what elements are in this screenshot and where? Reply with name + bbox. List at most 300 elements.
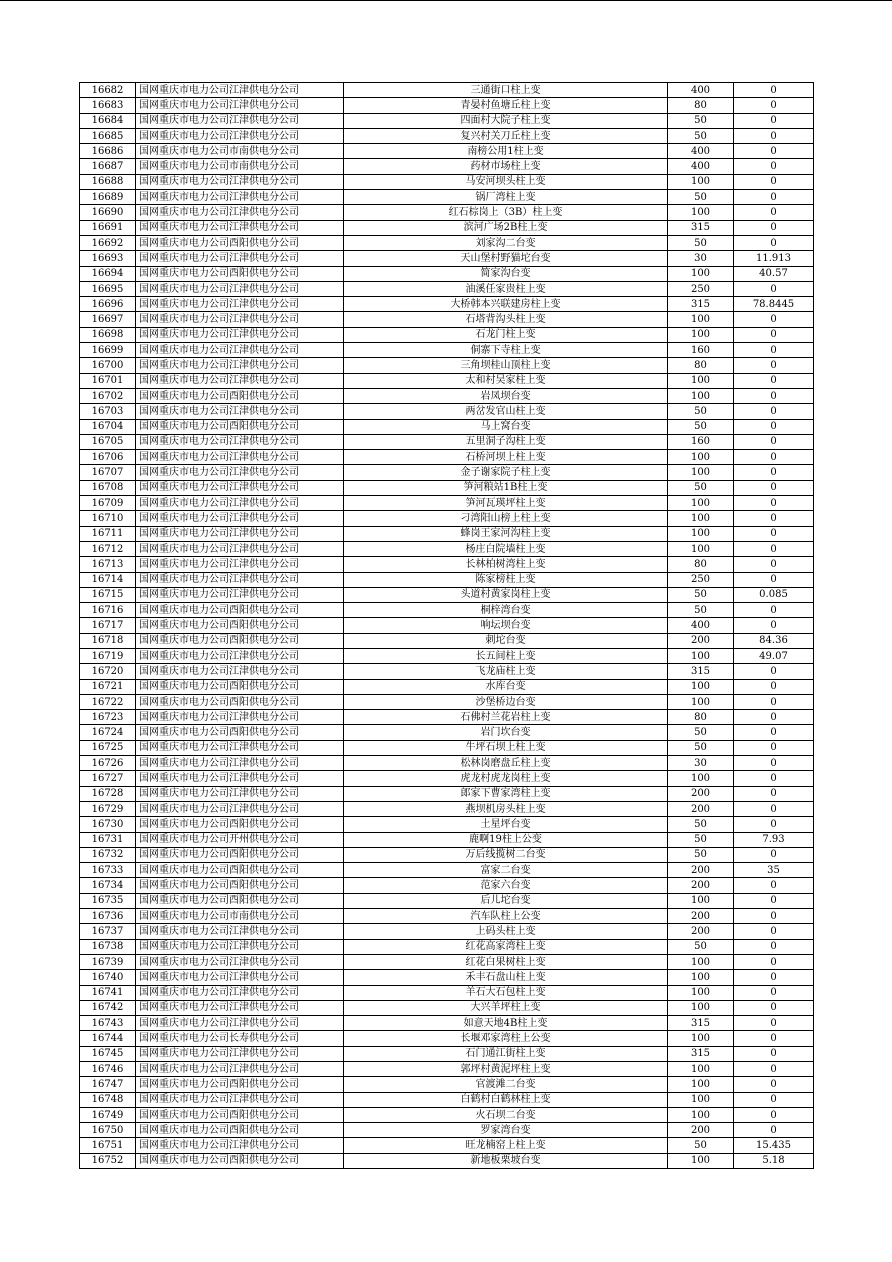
transformer-name-cell: 马安河坝头柱上变 xyxy=(344,174,668,189)
capacity-cell: 100 xyxy=(668,465,734,480)
value-cell: 0.085 xyxy=(734,587,814,602)
row-id-cell: 16721 xyxy=(80,679,136,694)
company-cell: 国网重庆市电力公司酉阳供电分公司 xyxy=(136,679,344,694)
table-row xyxy=(80,725,814,740)
company-cell: 国网重庆市电力公司江津供电分公司 xyxy=(136,1062,344,1077)
row-id-cell: 16706 xyxy=(80,450,136,465)
row-id-cell: 16736 xyxy=(80,909,136,924)
table-row xyxy=(80,648,814,663)
row-id-cell: 16700 xyxy=(80,358,136,373)
transformer-name-cell: 长林柏树湾柱上变 xyxy=(344,557,668,572)
capacity-cell: 400 xyxy=(668,618,734,633)
row-id-cell: 16684 xyxy=(80,113,136,128)
value-cell: 40.57 xyxy=(734,266,814,281)
company-cell: 国网重庆市电力公司江津供电分公司 xyxy=(136,939,344,954)
transformer-name-cell: 大桥韩本兴联建房柱上变 xyxy=(344,297,668,312)
capacity-cell: 50 xyxy=(668,603,734,618)
table-row xyxy=(80,190,814,205)
capacity-cell: 100 xyxy=(668,648,734,663)
company-cell: 国网重庆市电力公司酉阳供电分公司 xyxy=(136,1153,344,1168)
company-cell: 国网重庆市电力公司江津供电分公司 xyxy=(136,756,344,771)
transformer-name-cell: 响坛坝台变 xyxy=(344,618,668,633)
value-cell: 0 xyxy=(734,786,814,801)
value-cell: 0 xyxy=(734,496,814,511)
table-row xyxy=(80,847,814,862)
table-row xyxy=(80,1138,814,1153)
transformer-name-cell: 马上窝台变 xyxy=(344,419,668,434)
value-cell: 0 xyxy=(734,327,814,342)
capacity-cell: 30 xyxy=(668,756,734,771)
company-cell: 国网重庆市电力公司江津供电分公司 xyxy=(136,434,344,449)
capacity-cell: 100 xyxy=(668,373,734,388)
row-id-cell: 16695 xyxy=(80,281,136,296)
table-row xyxy=(80,939,814,954)
table-row xyxy=(80,679,814,694)
table-row xyxy=(80,1000,814,1015)
capacity-cell: 100 xyxy=(668,174,734,189)
row-id-cell: 16719 xyxy=(80,648,136,663)
transformer-name-cell: 四面村大院子柱上变 xyxy=(344,113,668,128)
company-cell: 国网重庆市电力公司江津供电分公司 xyxy=(136,327,344,342)
transformer-name-cell: 刘家沟二台变 xyxy=(344,235,668,250)
capacity-cell: 30 xyxy=(668,251,734,266)
table-row xyxy=(80,618,814,633)
capacity-cell: 250 xyxy=(668,572,734,587)
capacity-cell: 100 xyxy=(668,266,734,281)
table-row xyxy=(80,526,814,541)
company-cell: 国网重庆市电力公司江津供电分公司 xyxy=(136,664,344,679)
table-row xyxy=(80,297,814,312)
value-cell: 0 xyxy=(734,373,814,388)
table-row xyxy=(80,450,814,465)
transformer-name-cell: 燕坝机房头柱上变 xyxy=(344,801,668,816)
value-cell: 0 xyxy=(734,1077,814,1092)
company-cell: 国网重庆市电力公司江津供电分公司 xyxy=(136,83,344,98)
value-cell: 0 xyxy=(734,1031,814,1046)
company-cell: 国网重庆市电力公司江津供电分公司 xyxy=(136,205,344,220)
company-cell: 国网重庆市电力公司江津供电分公司 xyxy=(136,251,344,266)
capacity-cell: 50 xyxy=(668,419,734,434)
capacity-cell: 50 xyxy=(668,128,734,143)
table-row xyxy=(80,235,814,250)
company-cell: 国网重庆市电力公司江津供电分公司 xyxy=(136,924,344,939)
row-id-cell: 16693 xyxy=(80,251,136,266)
value-cell: 0 xyxy=(734,679,814,694)
transformer-name-cell: 红花高家湾柱上变 xyxy=(344,939,668,954)
row-id-cell: 16751 xyxy=(80,1138,136,1153)
transformer-name-cell: 笋河瓦瑛坪柱上变 xyxy=(344,496,668,511)
company-cell: 国网重庆市电力公司江津供电分公司 xyxy=(136,511,344,526)
row-id-cell: 16726 xyxy=(80,756,136,771)
table-row xyxy=(80,954,814,969)
table-row xyxy=(80,511,814,526)
value-cell: 0 xyxy=(734,970,814,985)
capacity-cell: 80 xyxy=(668,557,734,572)
capacity-cell: 315 xyxy=(668,1016,734,1031)
row-id-cell: 16728 xyxy=(80,786,136,801)
capacity-cell: 200 xyxy=(668,801,734,816)
capacity-cell: 100 xyxy=(668,970,734,985)
value-cell: 0 xyxy=(734,1107,814,1122)
capacity-cell: 100 xyxy=(668,985,734,1000)
company-cell: 国网重庆市电力公司市南供电分公司 xyxy=(136,909,344,924)
row-id-cell: 16711 xyxy=(80,526,136,541)
row-id-cell: 16750 xyxy=(80,1123,136,1138)
company-cell: 国网重庆市电力公司酉阳供电分公司 xyxy=(136,618,344,633)
transformer-name-cell: 刺坨台变 xyxy=(344,633,668,648)
transformer-name-cell: 土星坪台变 xyxy=(344,817,668,832)
company-cell: 国网重庆市电力公司酉阳供电分公司 xyxy=(136,633,344,648)
table-row xyxy=(80,358,814,373)
transformer-name-cell: 太和村吴家柱上变 xyxy=(344,373,668,388)
value-cell: 0 xyxy=(734,694,814,709)
transformer-name-cell: 万后线揽树二台变 xyxy=(344,847,668,862)
transformer-name-cell: 简家沟台变 xyxy=(344,266,668,281)
table-row xyxy=(80,817,814,832)
table-row xyxy=(80,1107,814,1122)
capacity-cell: 50 xyxy=(668,587,734,602)
company-cell: 国网重庆市电力公司江津供电分公司 xyxy=(136,297,344,312)
table-row xyxy=(80,373,814,388)
company-cell: 国网重庆市电力公司江津供电分公司 xyxy=(136,587,344,602)
company-cell: 国网重庆市电力公司江津供电分公司 xyxy=(136,496,344,511)
company-cell: 国网重庆市电力公司江津供电分公司 xyxy=(136,113,344,128)
company-cell: 国网重庆市电力公司江津供电分公司 xyxy=(136,312,344,327)
value-cell: 0 xyxy=(734,817,814,832)
row-id-cell: 16686 xyxy=(80,144,136,159)
transformer-name-cell: 滨河广场2B柱上变 xyxy=(344,220,668,235)
transformer-table xyxy=(79,82,814,1169)
row-id-cell: 16746 xyxy=(80,1062,136,1077)
table-row xyxy=(80,480,814,495)
company-cell: 国网重庆市电力公司江津供电分公司 xyxy=(136,404,344,419)
transformer-name-cell: 石塔背沟头柱上变 xyxy=(344,312,668,327)
value-cell: 0 xyxy=(734,220,814,235)
row-id-cell: 16707 xyxy=(80,465,136,480)
value-cell: 0 xyxy=(734,419,814,434)
company-cell: 国网重庆市电力公司江津供电分公司 xyxy=(136,954,344,969)
table-row xyxy=(80,587,814,602)
capacity-cell: 160 xyxy=(668,434,734,449)
transformer-name-cell: 五里洞子沟柱上变 xyxy=(344,434,668,449)
capacity-cell: 200 xyxy=(668,633,734,648)
capacity-cell: 100 xyxy=(668,388,734,403)
row-id-cell: 16734 xyxy=(80,878,136,893)
value-cell: 78.8445 xyxy=(734,297,814,312)
value-cell: 0 xyxy=(734,909,814,924)
value-cell: 0 xyxy=(734,756,814,771)
transformer-name-cell: 油溪任家贵柱上变 xyxy=(344,281,668,296)
table-row xyxy=(80,1031,814,1046)
table-row xyxy=(80,633,814,648)
transformer-name-cell: 头道村黄家岗柱上变 xyxy=(344,587,668,602)
company-cell: 国网重庆市电力公司开州供电分公司 xyxy=(136,832,344,847)
capacity-cell: 50 xyxy=(668,939,734,954)
capacity-cell: 100 xyxy=(668,450,734,465)
value-cell: 0 xyxy=(734,924,814,939)
capacity-cell: 100 xyxy=(668,694,734,709)
table-row xyxy=(80,144,814,159)
table-row xyxy=(80,220,814,235)
capacity-cell: 50 xyxy=(668,1138,734,1153)
capacity-cell: 50 xyxy=(668,832,734,847)
row-id-cell: 16731 xyxy=(80,832,136,847)
transformer-name-cell: 红花白果树柱上变 xyxy=(344,954,668,969)
company-cell: 国网重庆市电力公司江津供电分公司 xyxy=(136,970,344,985)
company-cell: 国网重庆市电力公司江津供电分公司 xyxy=(136,450,344,465)
transformer-name-cell: 新地板栗坡台变 xyxy=(344,1153,668,1168)
company-cell: 国网重庆市电力公司江津供电分公司 xyxy=(136,801,344,816)
transformer-name-cell: 郎家下曹家湾柱上变 xyxy=(344,786,668,801)
value-cell: 0 xyxy=(734,343,814,358)
value-cell: 5.18 xyxy=(734,1153,814,1168)
row-id-cell: 16689 xyxy=(80,190,136,205)
value-cell: 0 xyxy=(734,358,814,373)
table-row xyxy=(80,1046,814,1061)
row-id-cell: 16692 xyxy=(80,235,136,250)
company-cell: 国网重庆市电力公司江津供电分公司 xyxy=(136,740,344,755)
row-id-cell: 16737 xyxy=(80,924,136,939)
value-cell: 0 xyxy=(734,954,814,969)
value-cell: 0 xyxy=(734,480,814,495)
company-cell: 国网重庆市电力公司江津供电分公司 xyxy=(136,358,344,373)
company-cell: 国网重庆市电力公司酉阳供电分公司 xyxy=(136,235,344,250)
capacity-cell: 50 xyxy=(668,404,734,419)
value-cell: 0 xyxy=(734,1123,814,1138)
row-id-cell: 16720 xyxy=(80,664,136,679)
value-cell: 0 xyxy=(734,511,814,526)
transformer-name-cell: 石桥河坝上柱上变 xyxy=(344,450,668,465)
table-row xyxy=(80,434,814,449)
value-cell: 0 xyxy=(734,664,814,679)
value-cell: 0 xyxy=(734,526,814,541)
transformer-name-cell: 上码头柱上变 xyxy=(344,924,668,939)
row-id-cell: 16724 xyxy=(80,725,136,740)
table-row xyxy=(80,572,814,587)
company-cell: 国网重庆市电力公司酉阳供电分公司 xyxy=(136,419,344,434)
transformer-name-cell: 岩凤坝台变 xyxy=(344,388,668,403)
value-cell: 0 xyxy=(734,572,814,587)
value-cell: 0 xyxy=(734,1000,814,1015)
company-cell: 国网重庆市电力公司酉阳供电分公司 xyxy=(136,1123,344,1138)
capacity-cell: 100 xyxy=(668,511,734,526)
capacity-cell: 100 xyxy=(668,771,734,786)
row-id-cell: 16683 xyxy=(80,98,136,113)
row-id-cell: 16715 xyxy=(80,587,136,602)
company-cell: 国网重庆市电力公司江津供电分公司 xyxy=(136,281,344,296)
company-cell: 国网重庆市电力公司江津供电分公司 xyxy=(136,465,344,480)
company-cell: 国网重庆市电力公司江津供电分公司 xyxy=(136,98,344,113)
table-row xyxy=(80,404,814,419)
transformer-name-cell: 青晏村鱼塘丘柱上变 xyxy=(344,98,668,113)
row-id-cell: 16703 xyxy=(80,404,136,419)
company-cell: 国网重庆市电力公司长寿供电分公司 xyxy=(136,1031,344,1046)
value-cell: 0 xyxy=(734,541,814,556)
value-cell: 0 xyxy=(734,740,814,755)
transformer-name-cell: 水库台变 xyxy=(344,679,668,694)
row-id-cell: 16685 xyxy=(80,128,136,143)
value-cell: 0 xyxy=(734,159,814,174)
table-row xyxy=(80,113,814,128)
capacity-cell: 100 xyxy=(668,1077,734,1092)
transformer-name-cell: 范家六台变 xyxy=(344,878,668,893)
company-cell: 国网重庆市电力公司江津供电分公司 xyxy=(136,1016,344,1031)
value-cell: 84.36 xyxy=(734,633,814,648)
row-id-cell: 16742 xyxy=(80,1000,136,1015)
table-row xyxy=(80,878,814,893)
capacity-cell: 100 xyxy=(668,954,734,969)
row-id-cell: 16738 xyxy=(80,939,136,954)
page-top-rule xyxy=(0,0,892,1)
value-cell: 0 xyxy=(734,235,814,250)
transformer-name-cell: 罗家湾台变 xyxy=(344,1123,668,1138)
capacity-cell: 50 xyxy=(668,817,734,832)
transformer-name-cell: 复兴村关刀丘柱上变 xyxy=(344,128,668,143)
row-id-cell: 16747 xyxy=(80,1077,136,1092)
value-cell: 0 xyxy=(734,98,814,113)
value-cell: 0 xyxy=(734,893,814,908)
transformer-name-cell: 火石坝二台变 xyxy=(344,1107,668,1122)
transformer-name-cell: 官渡滩二台变 xyxy=(344,1077,668,1092)
row-id-cell: 16725 xyxy=(80,740,136,755)
capacity-cell: 50 xyxy=(668,740,734,755)
transformer-name-cell: 陈家榜柱上变 xyxy=(344,572,668,587)
capacity-cell: 200 xyxy=(668,863,734,878)
row-id-cell: 16714 xyxy=(80,572,136,587)
table-row xyxy=(80,924,814,939)
capacity-cell: 400 xyxy=(668,83,734,98)
company-cell: 国网重庆市电力公司酉阳供电分公司 xyxy=(136,817,344,832)
row-id-cell: 16749 xyxy=(80,1107,136,1122)
transformer-name-cell: 白鹤村白鹤林柱上变 xyxy=(344,1092,668,1107)
row-id-cell: 16717 xyxy=(80,618,136,633)
company-cell: 国网重庆市电力公司江津供电分公司 xyxy=(136,128,344,143)
table-row xyxy=(80,801,814,816)
value-cell: 0 xyxy=(734,847,814,862)
company-cell: 国网重庆市电力公司江津供电分公司 xyxy=(136,373,344,388)
capacity-cell: 315 xyxy=(668,664,734,679)
transformer-name-cell: 蜂岗王家河沟柱上变 xyxy=(344,526,668,541)
value-cell: 0 xyxy=(734,83,814,98)
table-row xyxy=(80,312,814,327)
value-cell: 0 xyxy=(734,404,814,419)
capacity-cell: 100 xyxy=(668,893,734,908)
company-cell: 国网重庆市电力公司酉阳供电分公司 xyxy=(136,863,344,878)
transformer-name-cell: 大兴羊坪柱上变 xyxy=(344,1000,668,1015)
company-cell: 国网重庆市电力公司酉阳供电分公司 xyxy=(136,878,344,893)
table-row xyxy=(80,83,814,98)
capacity-cell: 100 xyxy=(668,526,734,541)
row-id-cell: 16729 xyxy=(80,801,136,816)
value-cell: 0 xyxy=(734,465,814,480)
capacity-cell: 50 xyxy=(668,480,734,495)
value-cell: 11.913 xyxy=(734,251,814,266)
table-row xyxy=(80,1062,814,1077)
row-id-cell: 16740 xyxy=(80,970,136,985)
value-cell: 0 xyxy=(734,190,814,205)
value-cell: 0 xyxy=(734,1046,814,1061)
capacity-cell: 315 xyxy=(668,220,734,235)
capacity-cell: 100 xyxy=(668,496,734,511)
value-cell: 0 xyxy=(734,557,814,572)
row-id-cell: 16691 xyxy=(80,220,136,235)
value-cell: 49.07 xyxy=(734,648,814,663)
company-cell: 国网重庆市电力公司江津供电分公司 xyxy=(136,985,344,1000)
table-row xyxy=(80,266,814,281)
row-id-cell: 16752 xyxy=(80,1153,136,1168)
row-id-cell: 16713 xyxy=(80,557,136,572)
value-cell: 0 xyxy=(734,618,814,633)
row-id-cell: 16708 xyxy=(80,480,136,495)
value-cell: 0 xyxy=(734,603,814,618)
capacity-cell: 100 xyxy=(668,205,734,220)
capacity-cell: 200 xyxy=(668,786,734,801)
capacity-cell: 100 xyxy=(668,679,734,694)
value-cell: 0 xyxy=(734,388,814,403)
transformer-name-cell: 锅厂湾柱上变 xyxy=(344,190,668,205)
row-id-cell: 16697 xyxy=(80,312,136,327)
company-cell: 国网重庆市电力公司江津供电分公司 xyxy=(136,541,344,556)
row-id-cell: 16710 xyxy=(80,511,136,526)
transformer-name-cell: 郭坪村黄泥坪柱上变 xyxy=(344,1062,668,1077)
table-row xyxy=(80,251,814,266)
company-cell: 国网重庆市电力公司酉阳供电分公司 xyxy=(136,725,344,740)
capacity-cell: 50 xyxy=(668,235,734,250)
table-row xyxy=(80,465,814,480)
capacity-cell: 100 xyxy=(668,312,734,327)
capacity-cell: 100 xyxy=(668,1031,734,1046)
transformer-name-cell: 羊石大石包柱上变 xyxy=(344,985,668,1000)
row-id-cell: 16735 xyxy=(80,893,136,908)
table-row xyxy=(80,98,814,113)
value-cell: 0 xyxy=(734,174,814,189)
table-row xyxy=(80,496,814,511)
transformer-name-cell: 三通街口柱上变 xyxy=(344,83,668,98)
transformer-name-cell: 刁湾阳山榜上柱上变 xyxy=(344,511,668,526)
table-row xyxy=(80,388,814,403)
transformer-name-cell: 沙堡桥边台变 xyxy=(344,694,668,709)
table-row xyxy=(80,541,814,556)
value-cell: 0 xyxy=(734,1092,814,1107)
company-cell: 国网重庆市电力公司酉阳供电分公司 xyxy=(136,847,344,862)
row-id-cell: 16704 xyxy=(80,419,136,434)
company-cell: 国网重庆市电力公司酉阳供电分公司 xyxy=(136,893,344,908)
transformer-name-cell: 飞龙庙柱上变 xyxy=(344,664,668,679)
row-id-cell: 16743 xyxy=(80,1016,136,1031)
row-id-cell: 16699 xyxy=(80,343,136,358)
row-id-cell: 16696 xyxy=(80,297,136,312)
table-row xyxy=(80,557,814,572)
row-id-cell: 16745 xyxy=(80,1046,136,1061)
value-cell: 7.93 xyxy=(734,832,814,847)
capacity-cell: 250 xyxy=(668,281,734,296)
company-cell: 国网重庆市电力公司酉阳供电分公司 xyxy=(136,694,344,709)
table-row xyxy=(80,1077,814,1092)
table-row xyxy=(80,740,814,755)
table-row xyxy=(80,603,814,618)
company-cell: 国网重庆市电力公司酉阳供电分公司 xyxy=(136,1107,344,1122)
row-id-cell: 16712 xyxy=(80,541,136,556)
table-row xyxy=(80,1123,814,1138)
capacity-cell: 100 xyxy=(668,1107,734,1122)
table-row xyxy=(80,1092,814,1107)
transformer-name-cell: 金子谢家院子柱上变 xyxy=(344,465,668,480)
row-id-cell: 16702 xyxy=(80,388,136,403)
company-cell: 国网重庆市电力公司江津供电分公司 xyxy=(136,1000,344,1015)
company-cell: 国网重庆市电力公司江津供电分公司 xyxy=(136,220,344,235)
table-row xyxy=(80,893,814,908)
value-cell: 0 xyxy=(734,801,814,816)
